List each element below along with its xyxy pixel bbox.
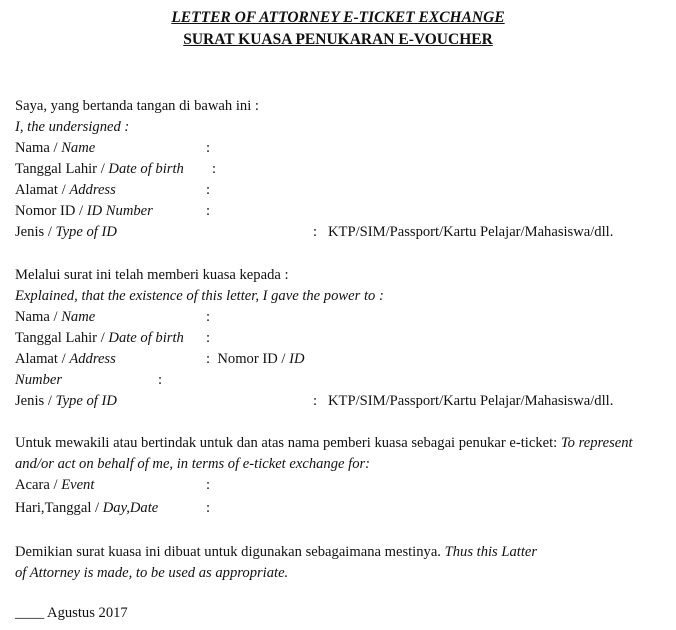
colon: : <box>313 393 318 409</box>
grantee-number-label: Number <box>15 372 63 388</box>
colon: : <box>206 140 211 156</box>
label-id-text: Jenis / <box>15 224 56 240</box>
label-en-text: ID <box>289 351 305 367</box>
colon: : <box>206 477 211 493</box>
grantee-address-label <box>15 350 116 368</box>
colon: : <box>212 161 217 177</box>
date-month-year: Agustus 2017 <box>47 605 128 621</box>
label-en-text: Date of birth <box>108 161 184 177</box>
label-en-text: Name <box>61 140 96 156</box>
grantor-name-label <box>15 139 95 157</box>
closing-text-line1 <box>15 543 537 561</box>
label-en-text: Address <box>69 182 116 198</box>
grantee-dob-label <box>15 329 184 347</box>
label-id-text: Nama / <box>15 140 62 156</box>
title-english: LETTER OF ATTORNEY E-TICKET EXCHANGE <box>171 9 505 26</box>
grantor-intro-en: I, the undersigned : <box>15 119 130 135</box>
event-label <box>15 476 94 494</box>
label-en-text: Address <box>69 351 116 367</box>
grantor-intro-id: Saya, yang bertanda tangan di bawah ini : <box>15 98 259 114</box>
colon: : <box>206 182 211 198</box>
label-en-text: Event <box>61 477 95 493</box>
closing-text-id: Demikian surat kuasa ini dibuat untuk digunakan sebagaimana mestinya. <box>15 544 445 560</box>
day-date-label <box>15 499 158 517</box>
label-id-text: Alamat / <box>15 182 70 198</box>
grantee-intro-en: Explained, that the existence of this letter, I gave the power to : <box>15 288 384 304</box>
closing-text-en: Thus this Latter <box>444 544 538 560</box>
grantee-id-type-value: KTP/SIM/Passport/Kartu Pelajar/Mahasiswa/dll. <box>328 393 614 409</box>
colon: : <box>313 224 318 240</box>
grantor-id-type-label <box>15 223 117 241</box>
label-en-text: Type of ID <box>55 393 117 409</box>
grantee-id-number-inline <box>206 350 305 368</box>
title-indonesian: SURAT KUASA PENUKARAN E-VOUCHER <box>183 31 493 48</box>
label-id-text: Nomor ID / <box>217 351 290 367</box>
label-id-text: Acara / <box>15 477 62 493</box>
label-en-text: Name <box>61 309 96 325</box>
colon: : <box>206 203 211 219</box>
representation-text-line1 <box>15 434 633 452</box>
colon: : <box>158 372 163 388</box>
label-id-text: Tanggal Lahir / <box>15 161 109 177</box>
date-blank: ____ <box>15 605 45 621</box>
label-en-text: Date of birth <box>108 330 184 346</box>
closing-text-line2: of Attorney is made, to be used as appropriate. <box>15 565 289 581</box>
colon: : <box>206 500 211 516</box>
colon: : <box>206 309 211 325</box>
grantor-address-label <box>15 181 116 199</box>
grantee-id-type-label <box>15 392 117 410</box>
representation-text-id: Untuk mewakili atau bertindak untuk dan atas nama pemberi kuasa sebagai penukar e-ticket: <box>15 435 561 451</box>
grantee-name-label <box>15 308 95 326</box>
label-id-text: Nama / <box>15 309 62 325</box>
label-en-text: ID Number <box>86 203 153 219</box>
signing-date <box>15 604 128 622</box>
colon: : <box>206 330 211 346</box>
label-id-text: Alamat / <box>15 351 70 367</box>
grantor-id-type-value: KTP/SIM/Passport/Kartu Pelajar/Mahasiswa/dll. <box>328 224 614 240</box>
grantor-id-number-label <box>15 202 153 220</box>
label-id-text: Tanggal Lahir / <box>15 330 109 346</box>
label-en-text: Type of ID <box>55 224 117 240</box>
label-en-text: Day,Date <box>102 500 159 516</box>
grantor-dob-label <box>15 160 184 178</box>
representation-text-en: To represent <box>560 435 633 451</box>
label-id-text: Nomor ID / <box>15 203 87 219</box>
grantee-intro-id: Melalui surat ini telah memberi kuasa kepada : <box>15 267 289 283</box>
colon: : <box>206 351 211 367</box>
label-id-text: Jenis / <box>15 393 56 409</box>
label-id-text: Hari,Tanggal / <box>15 500 103 516</box>
representation-text-line2: and/or act on behalf of me, in terms of e-ticket exchange for: <box>15 456 371 472</box>
